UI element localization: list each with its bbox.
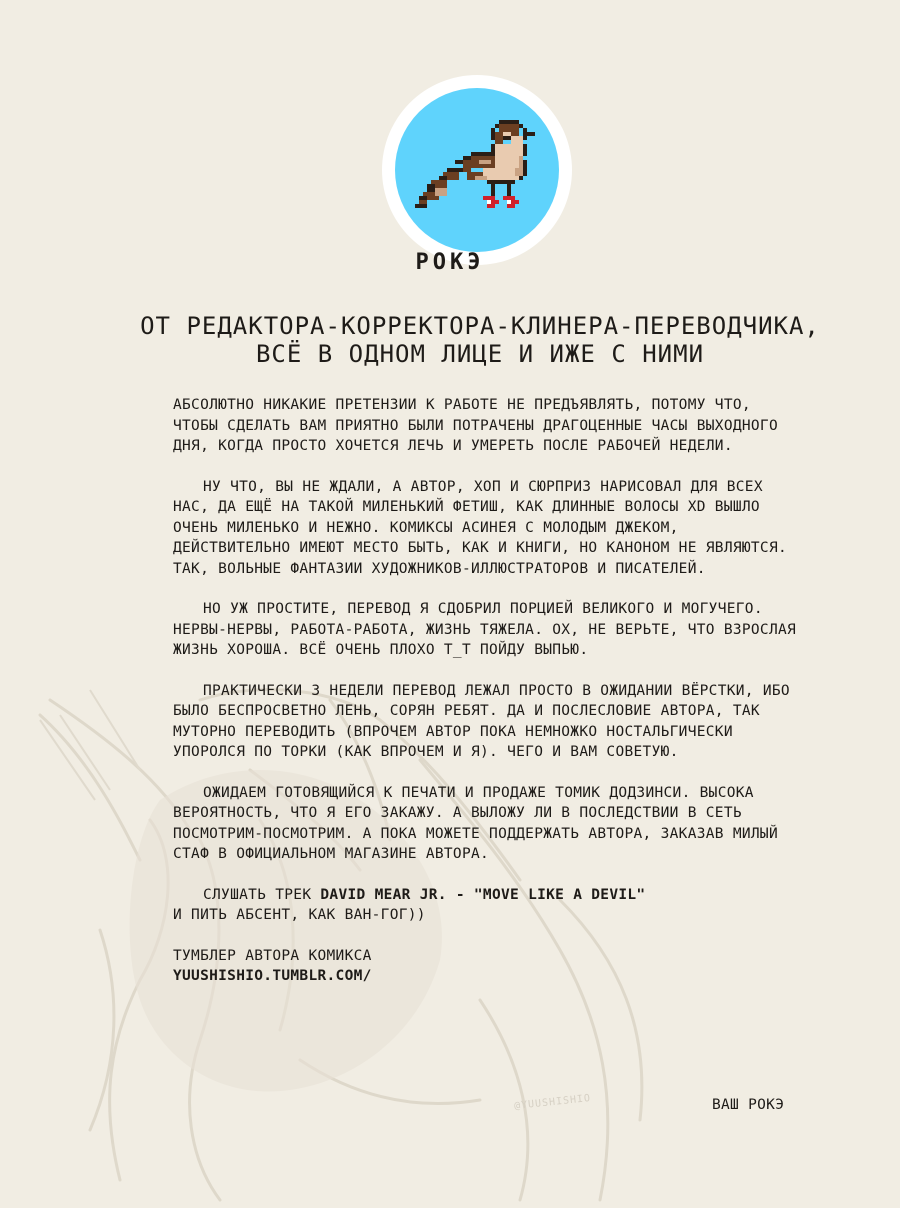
paragraph-2: НУ ЧТО, ВЫ НЕ ЖДАЛИ, А АВТОР, ХОП И СЮРПРИЗ НАРИСОВАЛ ДЛЯ ВСЕХ НАС, ДА ЕЩЁ НА ТАКОЙ МИЛЕНЬКИЙ ФЕТИШ, КАК ДЛИННЫЕ ВОЛОСЫ XD ВЫШЛО ОЧЕНЬ МИЛЕНЬКО И НЕЖНО. КОМИКСЫ АСИНЕЯ С МОЛОДЫМ ДЖЕКОМ, ДЕЙСТВИТЕЛЬНО ИМЕЮТ МЕСТО БЫТЬ, КАК И КНИГИ, НО КАНОНОМ НЕ ЯВЛЯЮТСЯ. ТАК, ВОЛЬНЫЕ ФАНТАЗИИ ХУДОЖНИКОВ-ИЛЛЮСТРАТОРОВ И ПИСАТЕЛЕЙ. <box>173 478 788 577</box>
artist-watermark: @YUUSHISHIO <box>513 1092 592 1113</box>
listen-line <box>173 885 798 906</box>
music-recommendation <box>173 885 798 926</box>
tumblr-block <box>173 946 798 987</box>
paragraph-1: АБСОЛЮТНО НИКАКИЕ ПРЕТЕНЗИИ К РАБОТЕ НЕ ПРЕДЪЯВЛЯТЬ, ПОТОМУ ЧТО, ЧТОБЫ СДЕЛАТЬ ВАМ ПРИЯТНО БЫЛИ ПОТРАЧЕНЫ ДРАГОЦЕННЫЕ ЧАСЫ ВЫХОДНОГО ДНЯ, КОГДА ПРОСТО ХОЧЕТСЯ ЛЕЧЬ И УМЕРЕТЬ ПОСЛЕ РАБОЧЕЙ НЕДЕЛИ. <box>173 397 778 454</box>
listen-suffix: И ПИТЬ АБСЕНТ, КАК ВАН-ГОГ)) <box>173 907 426 923</box>
paragraph-3: НО УЖ ПРОСТИТЕ, ПЕРЕВОД Я СДОБРИЛ ПОРЦИЕЙ ВЕЛИКОГО И МОГУЧЕГО. НЕРВЫ-НЕРВЫ, РАБОТА-РАБОТА, ЖИЗНЬ ТЯЖЕЛА. ОХ, НЕ ВЕРЬТЕ, ЧТО ВЗРОСЛАЯ ЖИЗНЬ ХОРОША. ВСЁ ОЧЕНЬ ПЛОХО Т_Т ПОЙДУ ВЫПЬЮ. <box>173 601 797 658</box>
notes-body <box>173 395 798 987</box>
pixel-bird-icon <box>415 111 539 229</box>
author-avatar <box>382 75 572 265</box>
heading-line-2: ВСЁ В ОДНОМ ЛИЦЕ И ИЖЕ С НИМИ <box>255 340 705 368</box>
tumblr-link[interactable]: YUUSHISHIO.TUMBLR.COM/ <box>173 968 372 984</box>
paragraph-4: ПРАКТИЧЕСКИ 3 НЕДЕЛИ ПЕРЕВОД ЛЕЖАЛ ПРОСТО В ОЖИДАНИИ ВЁРСТКИ, ИБО БЫЛО БЕСПРОСВЕТНО ЛЕНЬ, СОРЯН РЕБЯТ. ДА И ПОСЛЕСЛОВИЕ АВТОРА, ТАК МУТОРНО ПЕРЕВОДИТЬ (ВПРОЧЕМ АВТОР ПОКА НЕМНОЖКО НОСТАЛЬГИЧЕСКИ УПОРОЛСЯ ПО ТОРКИ (КАК ВПРОЧЕМ И Я). ЧЕГО И ВАМ СОВЕТУЮ. <box>173 682 790 760</box>
heading-line-1: ОТ РЕДАКТОРА-КОРРЕКТОРА-КЛИНЕРА-ПЕРЕВОДЧИКА, <box>140 312 820 340</box>
avatar-circle <box>395 88 559 252</box>
page-heading <box>100 312 860 368</box>
signature: ВАШ РОКЭ <box>712 1097 785 1113</box>
tumblr-label: ТУМБЛЕР АВТОРА КОМИКСА <box>173 947 372 964</box>
paragraph-5: ОЖИДАЕМ ГОТОВЯЩИЙСЯ К ПЕЧАТИ И ПРОДАЖЕ ТОМИК ДОДЗИНСИ. ВЫСОКА ВЕРОЯТНОСТЬ, ЧТО Я ЕГО ЗАКАЖУ. А ВЫЛОЖУ ЛИ В ПОСЛЕДСТВИИ В СЕТЬ ПОСМОТРИМ-ПОСМОТРИМ. А ПОКА МОЖЕТЕ ПОДДЕРЖАТЬ АВТОРА, ЗАКАЗАВ МИЛЫЙ СТАФ В ОФИЦИАЛЬНОМ МАГАЗИНЕ АВТОРА. <box>173 784 778 862</box>
listen-prefix: СЛУШАТЬ ТРЕК <box>203 886 312 903</box>
author-name: РОКЭ <box>415 250 485 275</box>
track-title: DAVID MEAR JR. - "MOVE LIKE A DEVIL" <box>320 886 646 903</box>
